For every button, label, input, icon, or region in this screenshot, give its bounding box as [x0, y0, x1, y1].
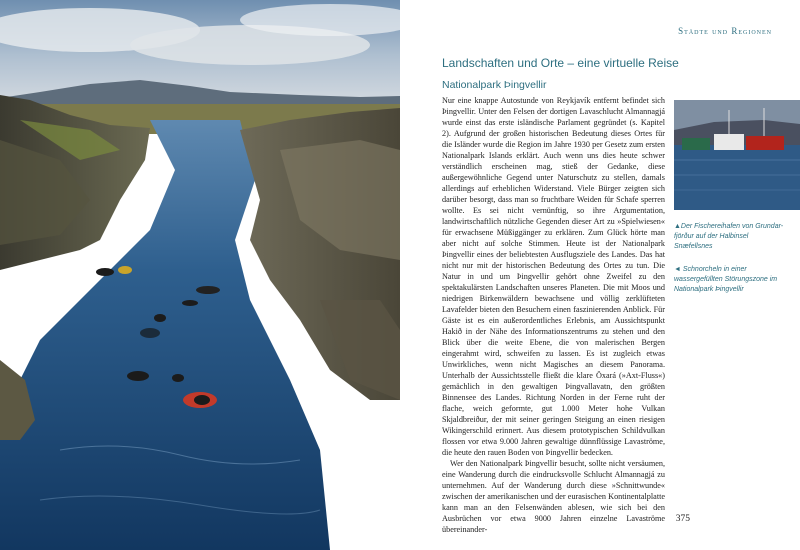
paragraph: Nur eine knappe Autostunde von Reykjavík entfernt befindet sich Þingvellir. Unter den Felsen der dortigen Lavaschlucht Almannagjá wurde einst das erste isländische Parlament gegründet (s. Kapitel 2). Aufgrund der großen historischen Bedeutung dieses Ortes für die Isländer wurde die Region im Jahre 1930 per Gesetz zum ersten Nationalpark Islands erklärt. Auch wenn uns dies heute schwer verständlich erscheinen mag, stieß der Gedanke, diese außergewöhnliche Gegend unter Naturschutz zu stellen, damals allerdings auf erheblichen Widerstand. Viele Bürger zeigten sich darüber besorgt, dass man so fruchtbare Weiden für Schafe sperren wollte. Es sei nicht vernünftig, so ihre Argumentation, landwirtschaftlich nützliche Gegenden dieser Art zu »Spielwiesen« für erwachsene Müßiggänger zu erklären. Zum Glück hörte man aber nicht auf solche Stimmen. Heute ist der Nationalpark Þingvellir eines der beliebtesten Ausflugsziele des Landes. Das hat nicht nur mit der historischen Bedeutung des Ortes zu tun. Die Natur in und um Þingvellir gehört ohne Zweifel zu den spektakulärsten Landschaften unseres Planeten. Die mit Moos und niedrigen Birkenwäldern bewachsene und völlig zerklüfteten Lavafelder bieten den Besuchern einen faszinierenden Anblick. Für Gäste ist es ein außerordentliches Erlebnis, am Aussichtspunkt Hakið in der Nähe des Informationszentrums zu stehen und den Blick über die weite Ebene, die von malerischen Bergen eingerahmt wird, schweifen zu lassen. Es ist zugleich etwas Unwirkliches, wenn nicht Magisches an diesem Panorama. Unterhalb der Aussichtsstelle fließt die klare Öxará (»Axt-Fluss«) gemächlich in den gewaltigen Þingvallavatn, den größten Binnensee des Landes. Richtung Norden in der Ferne ruht der flache, weich geformte, gut 1.000 Meter hohe Vulkan Skjaldbreiður, der mit seiner geringen Steigung an einen riesigen Wikingerschild erinnert. Aus diesem prototypischen Schildvulkan flossen vor etwa 9.000 Jahren gewaltige dünnflüssige Lavaströme, die heute den rauen Boden von Þingvellir bedecken. [442, 96, 665, 457]
paragraph: Wer den Nationalpark Þingvellir besucht, sollte nicht versäumen, eine Wanderung durch die eindrucksvolle Schlucht Almannagjá zu unternehmen. Auf der Wanderung durch diese »Schnittwunde« zwischen der amerikanischen und der eurasischen Kontinentalplatte kann man an den Felsenwänden ablesen, wie sich bei den Ausbrüchen vor etwa 9000 Jahren einzelne Lavaströme übereinander- [442, 459, 665, 534]
section-title: Nationalpark Þingvellir [442, 79, 547, 91]
chapter-title: Landschaften und Orte – eine virtuelle Reise [442, 56, 679, 70]
right-page [400, 0, 800, 550]
page-number: 375 [675, 514, 690, 524]
snorkeling-photo-caption: ◄ Schnorcheln in einer wassergefüllten Störungszone im Nationalpark Þingvellir [674, 266, 778, 293]
running-head: Städte und Regionen [678, 26, 772, 36]
body-text [442, 95, 665, 535]
harbor-photo [674, 100, 800, 210]
harbor-photo-caption: ▲Der Fischereihafen von Grundar-fjörður auf der Halbinsel Snæfellsnes [674, 223, 784, 250]
